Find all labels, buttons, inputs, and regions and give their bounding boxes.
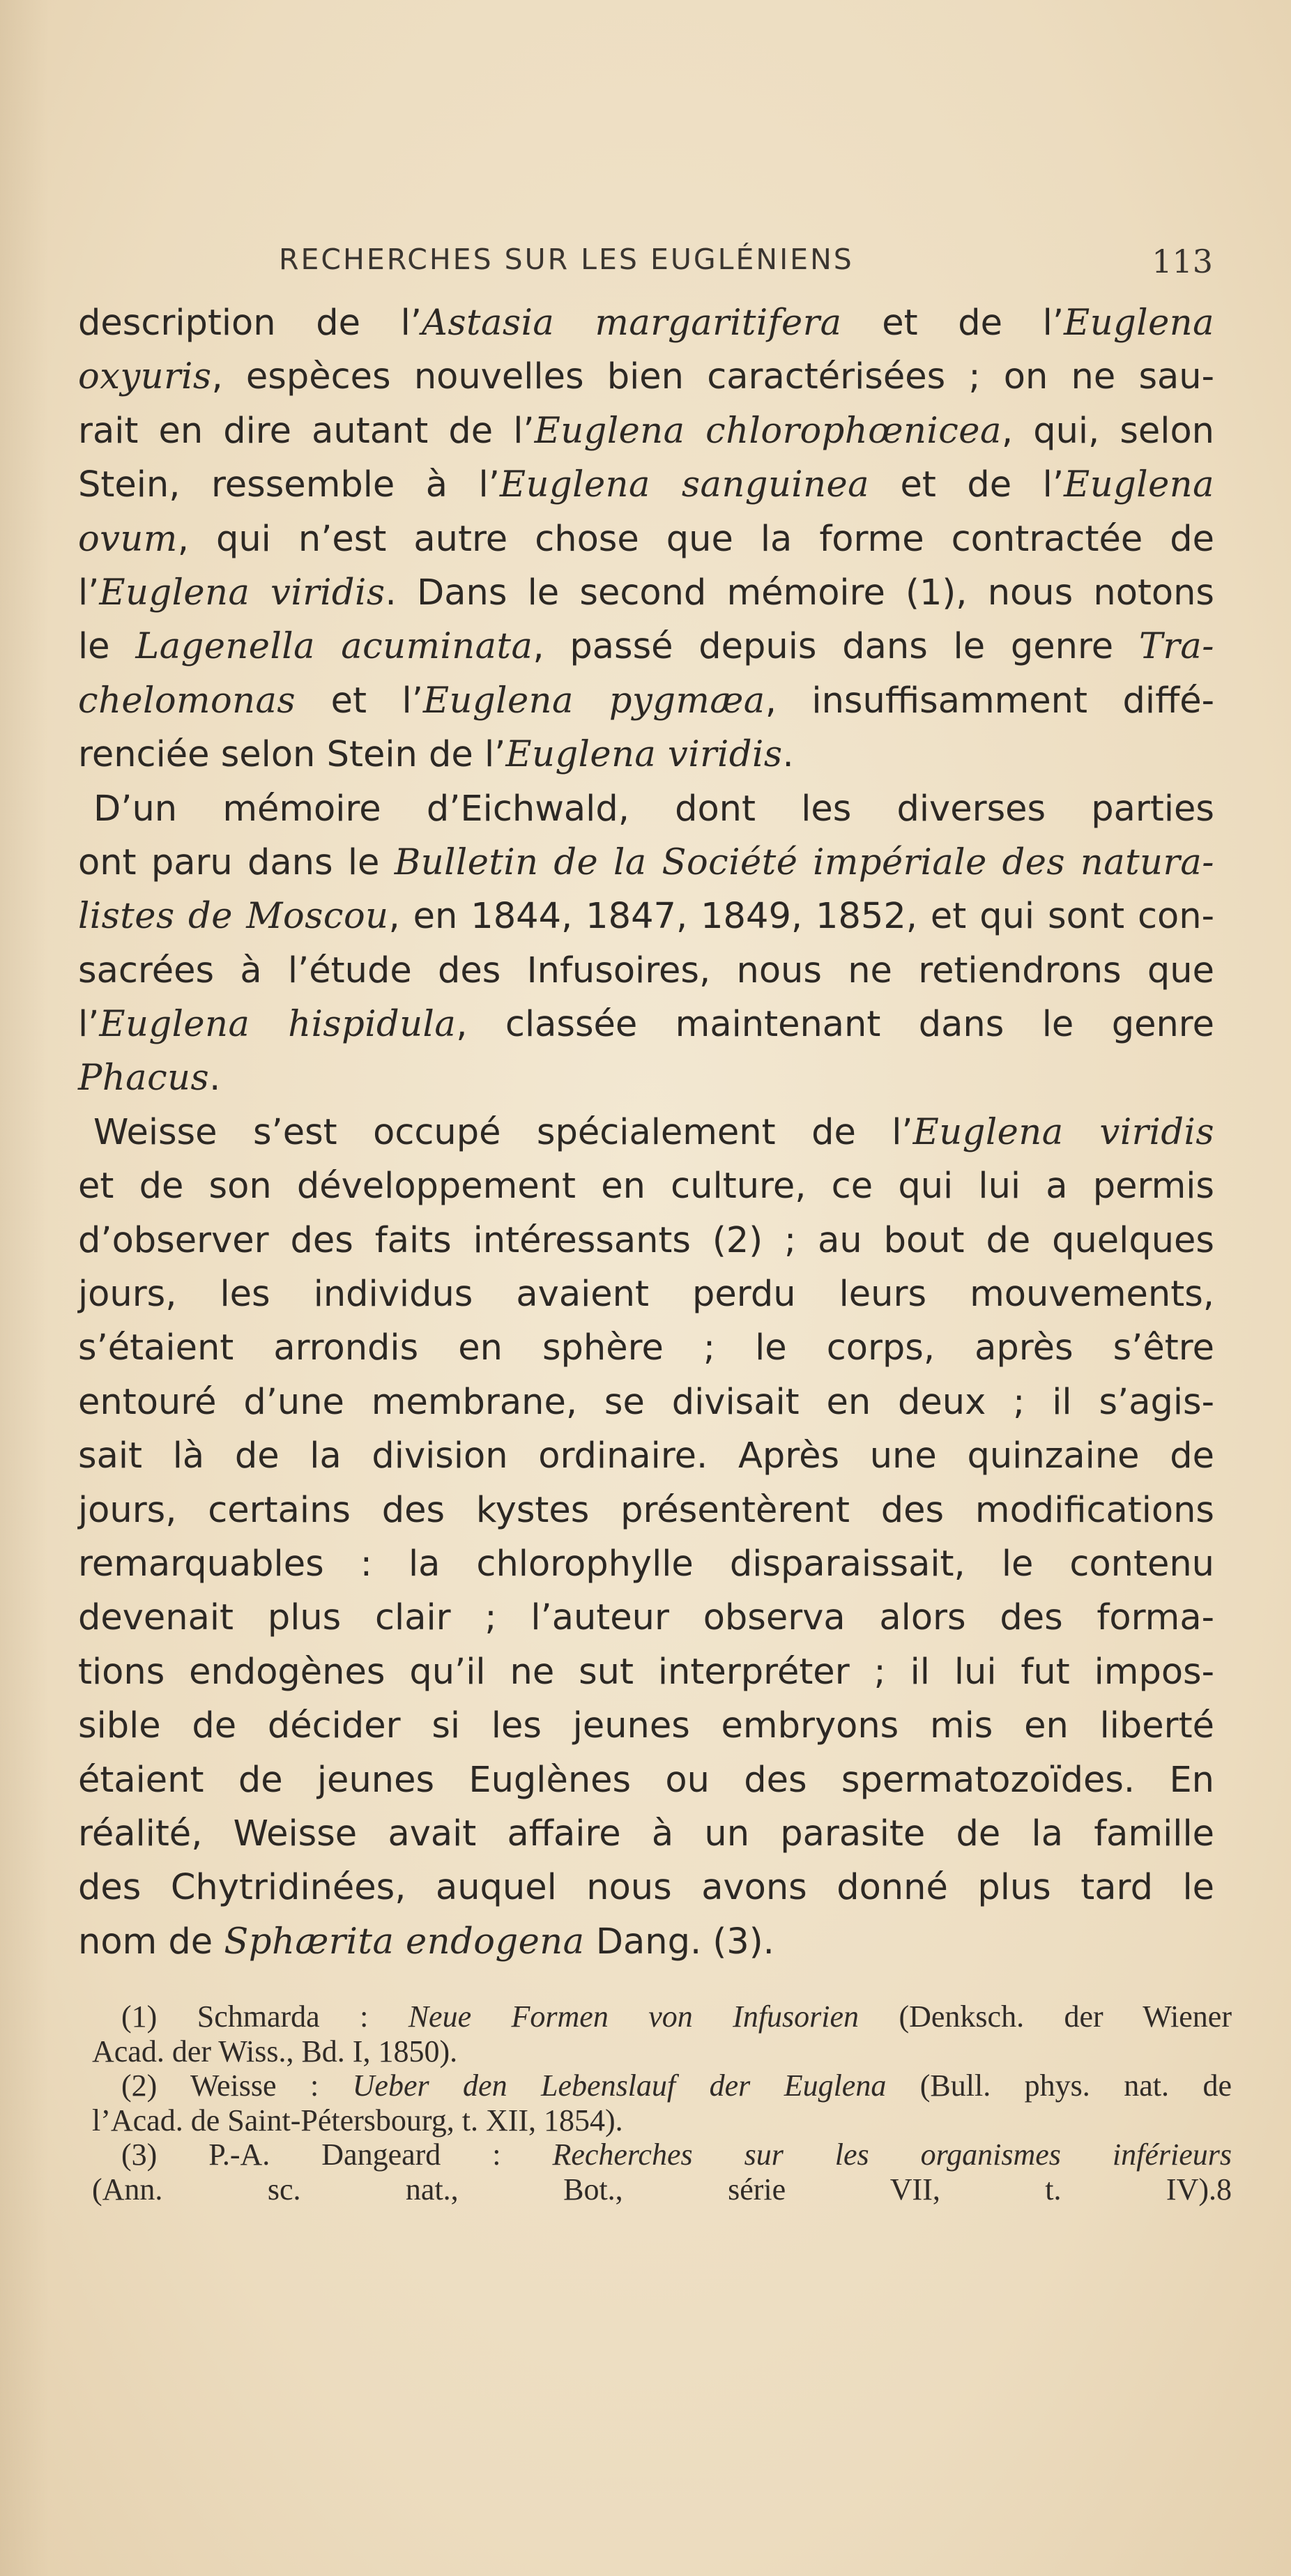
paragraph-1 <box>78 296 1214 782</box>
text-line: ovum, qui n’est autre chose que la forme contractée de <box>78 518 1214 560</box>
page-number: 113 <box>1152 243 1213 280</box>
footnote-2 <box>92 2068 1232 2137</box>
text-line: tions endogènes qu’il ne sut interpréter ; il lui fut impos- <box>78 1651 1214 1693</box>
text-line: remarquables : la chlorophylle disparaissait, le contenu <box>78 1543 1214 1585</box>
footnotes <box>92 1999 1232 2207</box>
text-line: Phacus. <box>78 1058 221 1099</box>
footnote-1 <box>92 1999 1232 2068</box>
paragraph-2 <box>78 782 1214 1106</box>
text-line: oxyuris, espèces nouvelles bien caractérisées ; on ne sau- <box>78 356 1214 398</box>
footnote-line: (3) P.-A. Dangeard : Recherches sur les organismes inférieurs <box>121 2137 1232 2172</box>
text-line: Stein, ressemble à l’Euglena sanguinea et de l’Euglena <box>78 464 1215 506</box>
text-line: ont paru dans le Bulletin de la Société impériale des natura- <box>78 841 1214 883</box>
running-head <box>279 243 1213 284</box>
text-line: étaient de jeunes Euglènes ou des spermatozoïdes. En <box>78 1759 1214 1801</box>
footnote-line: (2) Weisse : Ueber den Lebenslauf der Euglena (Bull. phys. nat. de <box>121 2068 1232 2103</box>
text-line: Weisse s’est occupé spécialement de l’Euglena viridis <box>93 1111 1214 1153</box>
text-line: listes de Moscou, en 1844, 1847, 1849, 1852, et qui sont con- <box>78 896 1214 938</box>
text-line: description de l’Astasia margaritifera et de l’Euglena <box>78 303 1214 344</box>
footnote-line: l’Acad. de Saint-Pétersbourg, t. XII, 1854). <box>92 2103 623 2137</box>
text-line: réalité, Weisse avait affaire à un parasite de la famille <box>78 1813 1214 1854</box>
signature-mark: 8 <box>1216 2172 1232 2207</box>
text-line: l’Euglena viridis. Dans le second mémoire (1), nous notons <box>78 572 1214 613</box>
text-line: devenait plus clair ; l’auteur observa alors des forma- <box>78 1597 1214 1639</box>
text-line: renciée selon Stein de l’Euglena viridis. <box>78 734 794 776</box>
text-line: entouré d’une membrane, se divisait en deux ; il s’agis- <box>78 1381 1214 1423</box>
footnote-number: (1) <box>121 1999 158 2034</box>
text-line: chelomonas et l’Euglena pygmæa, insuffisamment diffé- <box>78 680 1214 722</box>
text-line: rait en dire autant de l’Euglena chlorophœnicea, qui, selon <box>78 410 1215 452</box>
text-line: nom de Sphærita endogena Dang. (3). <box>78 1921 774 1963</box>
text-line: jours, certains des kystes présentèrent des modifications <box>78 1489 1214 1531</box>
text-line: D’un mémoire d’Eichwald, dont les diverses parties <box>93 788 1214 830</box>
footnote-line: (1) Schmarda : Neue Formen von Infusorien (Denksch. der Wiener <box>121 1999 1232 2034</box>
footnote-number: (3) <box>121 2137 158 2172</box>
text-line: le Lagenella acuminata, passé depuis dans le genre Tra- <box>78 626 1214 668</box>
text-line: des Chytridinées, auquel nous avons donné plus tard le <box>78 1867 1214 1909</box>
footnote-line: (Ann. sc. nat., Bot., série VII, t. IV).8 <box>92 2172 1232 2207</box>
text-line: sait là de la division ordinaire. Après une quinzaine de <box>78 1435 1214 1477</box>
paragraph-3 <box>78 1106 1214 1969</box>
footnote-number: (2) <box>121 2068 158 2103</box>
body-text <box>78 296 1214 1969</box>
text-line: sacrées à l’étude des Infusoires, nous ne retiendrons que <box>78 950 1214 991</box>
text-line: sible de décider si les jeunes embryons mis en liberté <box>78 1705 1214 1747</box>
running-title: RECHERCHES SUR LES EUGLÉNIENS <box>279 243 854 276</box>
footnote-3 <box>92 2137 1232 2207</box>
text-line: l’Euglena hispidula, classée maintenant dans le genre <box>78 1004 1214 1046</box>
text-line: et de son développement en culture, ce qui lui a permis <box>78 1166 1214 1207</box>
text-line: s’étaient arrondis en sphère ; le corps, après s’être <box>78 1327 1214 1369</box>
text-line: jours, les individus avaient perdu leurs mouvements, <box>78 1274 1214 1316</box>
text-line: d’observer des faits intéressants (2) ; au bout de quelques <box>78 1219 1214 1261</box>
footnote-line: Acad. der Wiss., Bd. I, 1850). <box>92 2034 458 2068</box>
